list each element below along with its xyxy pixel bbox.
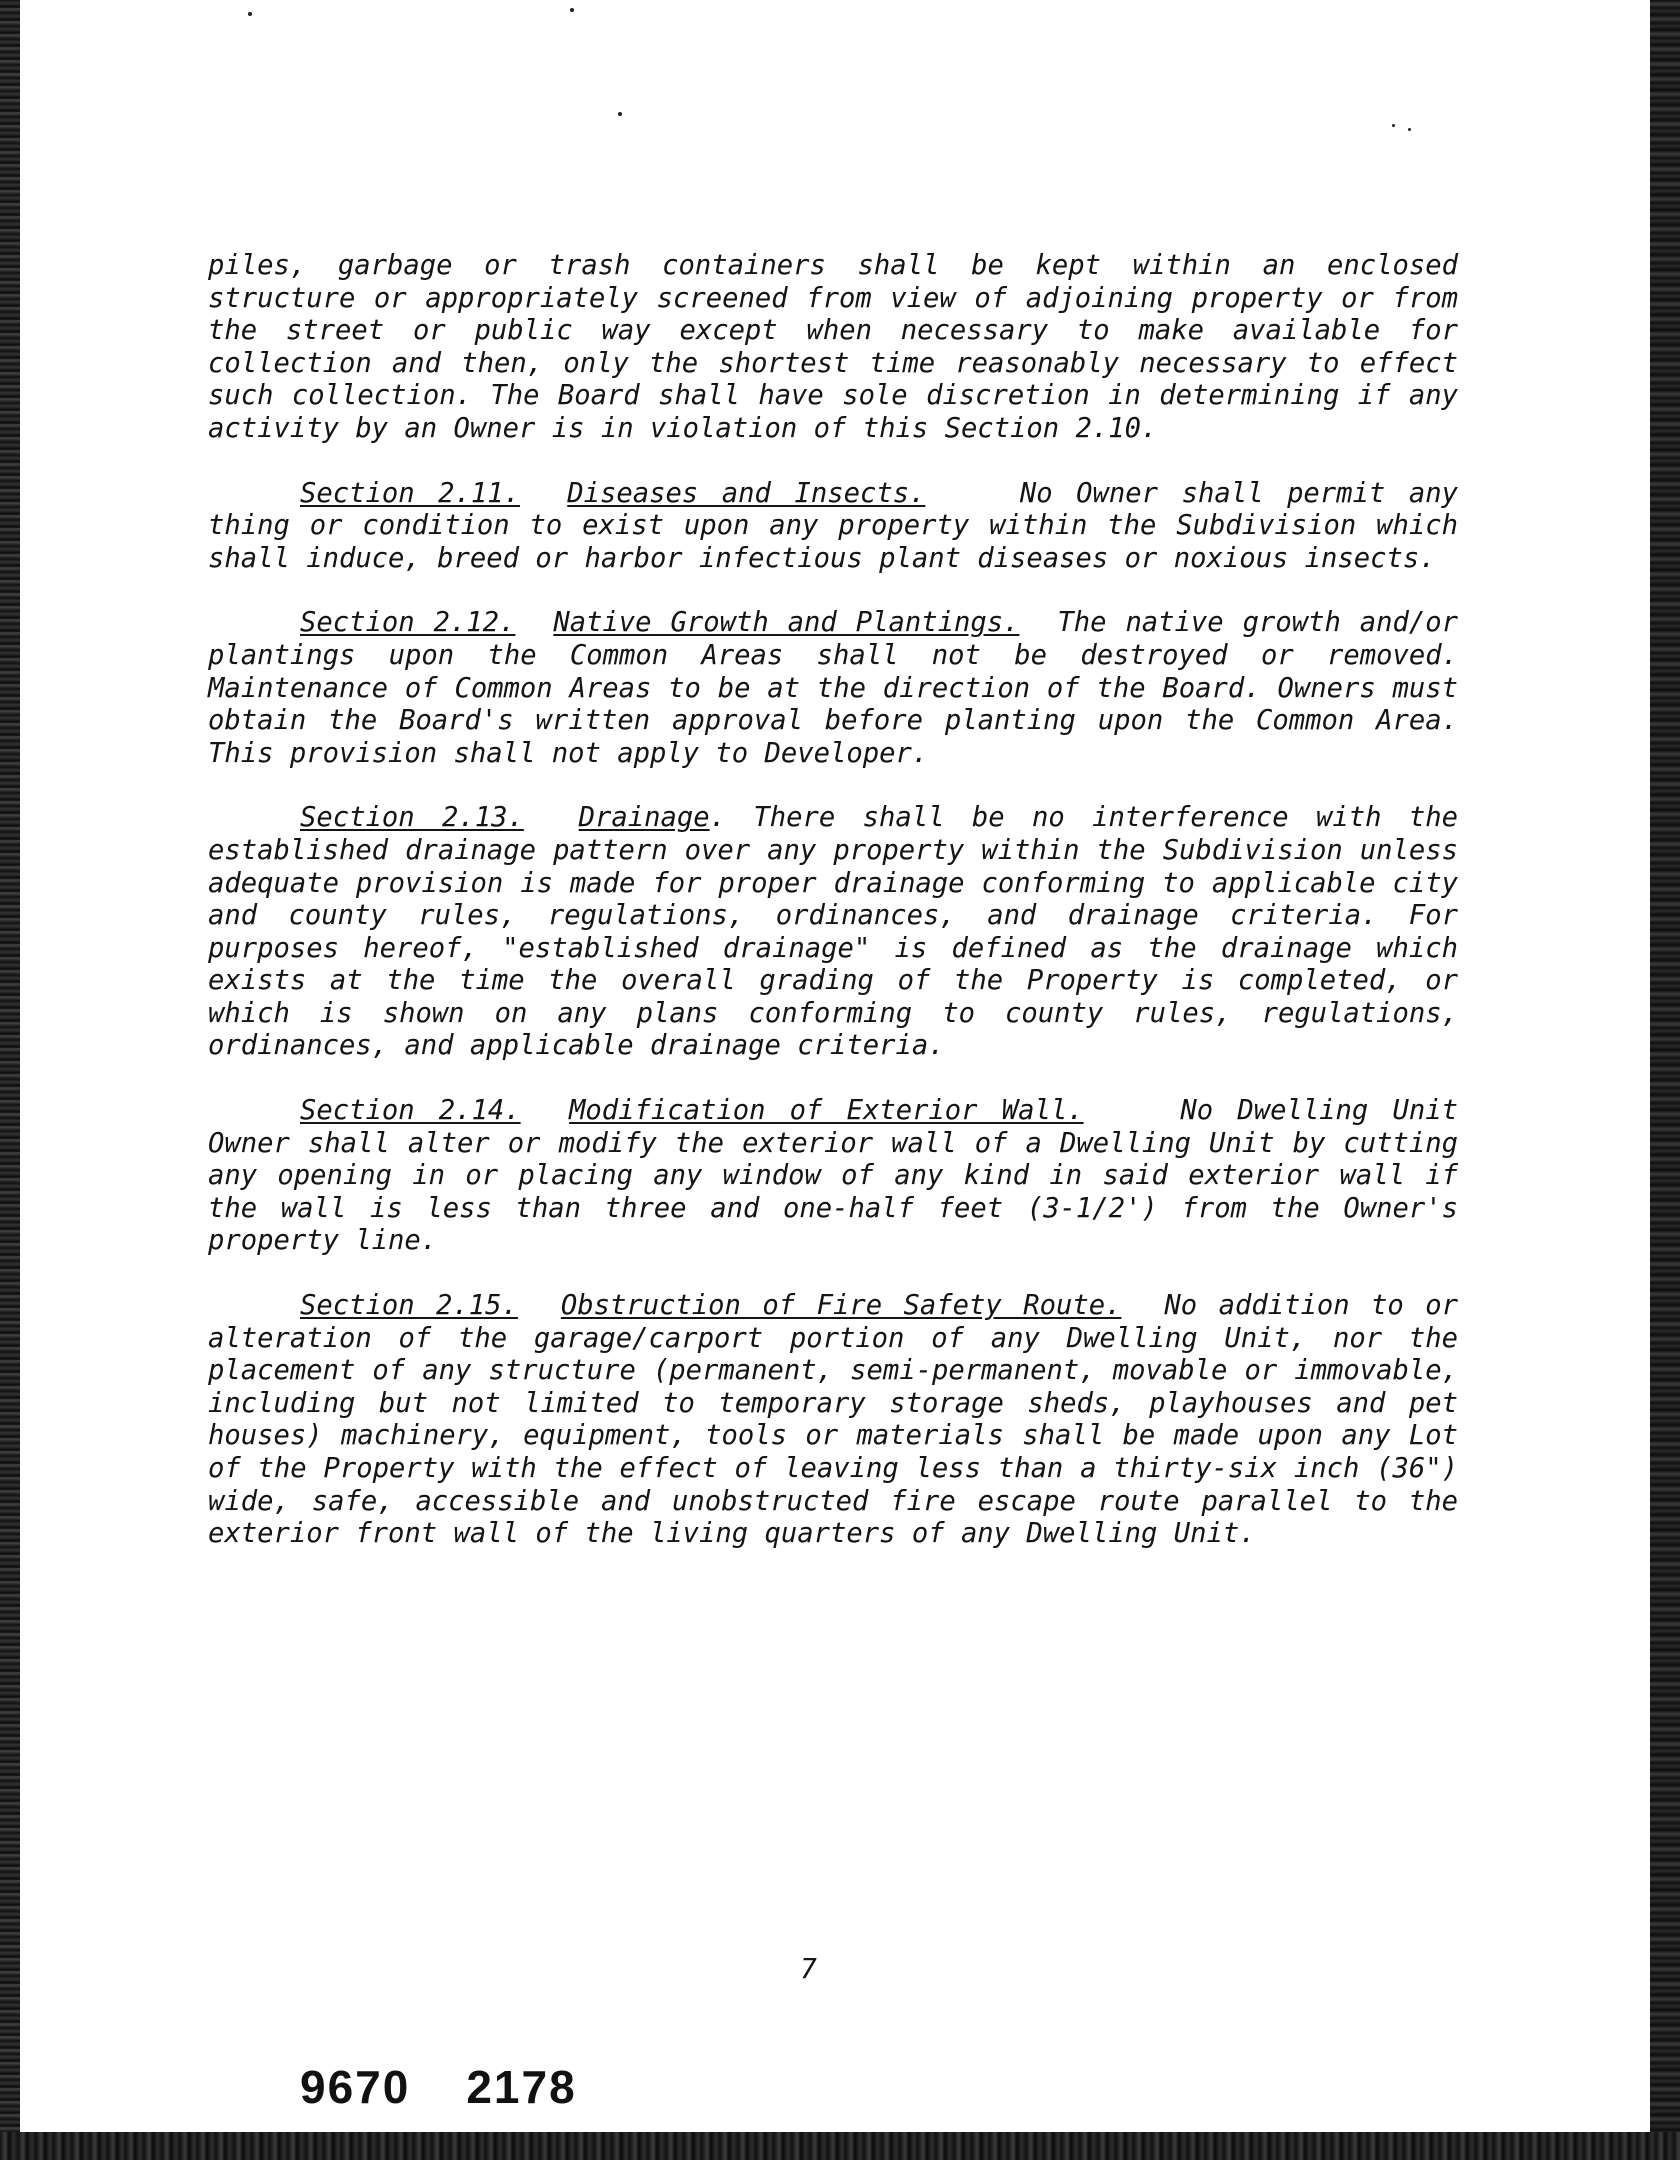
section-number: Section 2.15.: [300, 1290, 518, 1322]
section-number: Section 2.14.: [300, 1095, 521, 1127]
scan-border-right: [1650, 0, 1680, 2160]
section-text: No addition to or alteration of the garage/carport portion of any Dwelling Unit, nor the placement of any structure (permanent, semi-permanent, movable or immovable, including but not limited to temporary storage sheds, playhouses and pet houses) machinery, equipment, tools or materials shall be made upon any Lot of the Property with the effect of leaving less than a thirty-six inch (36") wide, safe, accessible and unobstructed fire escape route parallel to the exterior front wall of the living quarters of any Dwelling Unit.: [208, 1290, 1458, 1550]
scan-speck: [248, 12, 252, 16]
document-code-part1: 9670: [300, 2061, 411, 2113]
scan-speck: [1392, 124, 1395, 127]
section-text: No Owner shall permit any thing or condition to exist upon any property within the Subdivision which shall induce, breed or harbor infectious plant diseases or noxious insects.: [208, 477, 1458, 574]
section-number: Section 2.13.: [300, 802, 524, 834]
section-2-11: [208, 478, 1458, 576]
section-2-14: [208, 1095, 1458, 1258]
page-number: 7: [800, 1952, 817, 1985]
section-title: Native Growth and Plantings.: [553, 607, 1020, 639]
continuation-text: piles, garbage or trash containers shall be kept within an enclosed structure or appropriately screened from view of adjoining property or from the street or public way except when necessary to make available for collection and then, only the shortest time reasonably necessary to effect such collection. The Board shall have sole discretion in determining if any activity by an Owner is in violation of this Section 2.10.: [208, 250, 1458, 444]
scan-speck: [618, 112, 622, 116]
section-2-15: [208, 1290, 1458, 1551]
section-2-13: [208, 802, 1458, 1063]
scan-speck: [1408, 128, 1411, 131]
section-text: The native growth and/or plantings upon the Common Areas shall not be destroyed or removed. Maintenance of Common Areas to be at the direction of the Board. Owners must obtain the Board's written approval before planting upon the Common Area. This provision shall not apply to Developer.: [208, 607, 1458, 769]
section-title: Obstruction of Fire Safety Route.: [560, 1290, 1122, 1322]
section-title: Diseases and Insects.: [567, 477, 926, 509]
section-text: . There shall be no interference with the established drainage pattern over any property within the Subdivision unless adequate provision is made for proper drainage conforming to applicable city and county rules, regulations, ordinances, and drainage criteria. For purposes hereof, "established drainage" is defined as the drainage which exists at the time the overall grading of the Property is completed, or which is shown on any plans conforming to county rules, regulations, ordinances, and applicable drainage criteria.: [208, 802, 1458, 1062]
section-title: Drainage: [578, 802, 710, 834]
document-code-part2: 2178: [466, 2061, 577, 2113]
scan-border-left: [0, 0, 20, 2160]
continuation-paragraph: [208, 250, 1458, 446]
document-body: [208, 250, 1458, 1583]
document-code: [300, 2060, 633, 2114]
section-number: Section 2.12.: [300, 607, 516, 639]
section-2-12: [208, 607, 1458, 770]
section-text: No Dwelling Unit Owner shall alter or modify the exterior wall of a Dwelling Unit by cutting any opening in or placing any window of any kind in said exterior wall if the wall is less than three and one-half feet (3-1/2') from the Owner's property line.: [208, 1095, 1458, 1257]
section-title: Modification of Exterior Wall.: [569, 1095, 1084, 1127]
scan-border-bottom: [0, 2132, 1680, 2160]
section-number: Section 2.11.: [300, 477, 521, 509]
scan-speck: [570, 8, 574, 12]
